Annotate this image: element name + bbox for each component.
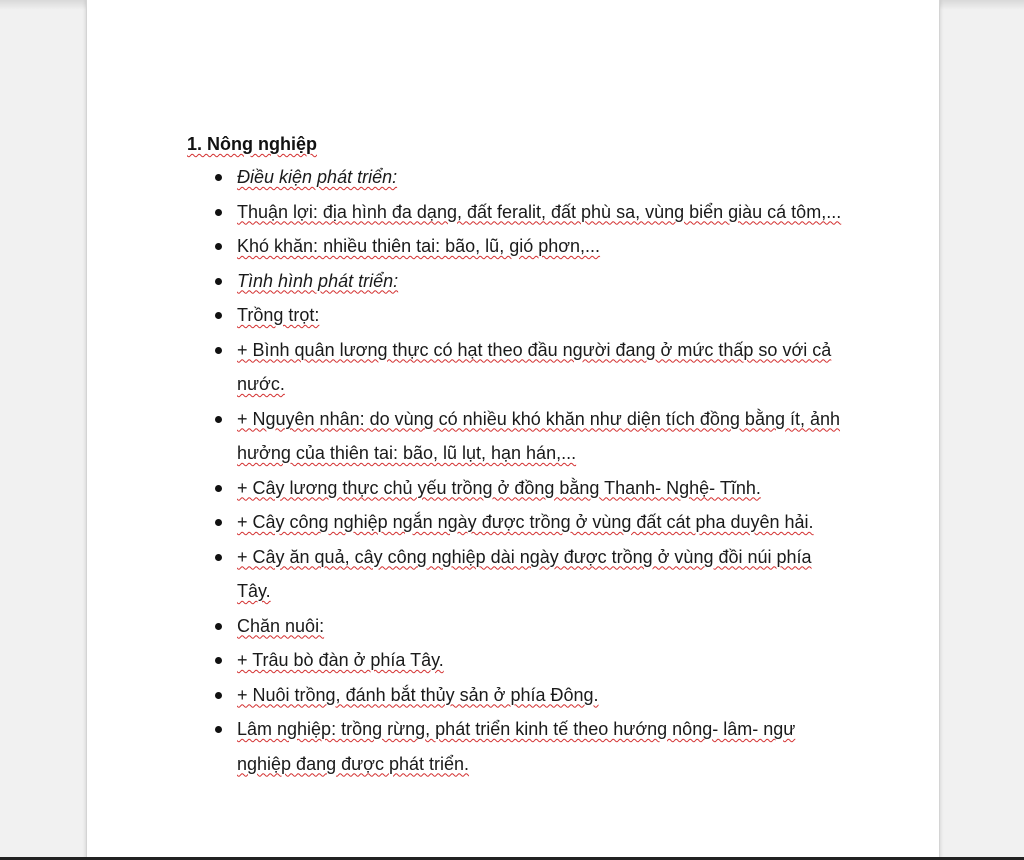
list-item: Chăn nuôi:: [215, 609, 847, 644]
list-item: + Nuôi trồng, đánh bắt thủy sản ở phía Đông.: [215, 678, 847, 713]
list-item: Khó khăn: nhiều thiên tai: bão, lũ, gió phơn,...: [215, 229, 847, 264]
list-item: + Cây lương thực chủ yếu trồng ở đồng bằng Thanh- Nghệ- Tĩnh.: [215, 471, 847, 506]
bullet-icon: [215, 416, 222, 423]
bullet-icon: [215, 623, 222, 630]
bullet-icon: [215, 278, 222, 285]
bullet-icon: [215, 243, 222, 250]
list-item: + Nguyên nhân: do vùng có nhiều khó khăn như diện tích đồng bằng ít, ảnh hưởng của thiên tai: bão, lũ lụt, hạn hán,...: [215, 402, 847, 471]
bullet-icon: [215, 726, 222, 733]
list-item: + Cây ăn quả, cây công nghiệp dài ngày được trồng ở vùng đồi núi phía Tây.: [215, 540, 847, 609]
bullet-icon: [215, 657, 222, 664]
list-item: + Cây công nghiệp ngắn ngày được trồng ở vùng đất cát pha duyên hải.: [215, 505, 847, 540]
bullet-icon: [215, 209, 222, 216]
list-item: + Trâu bò đàn ở phía Tây.: [215, 643, 847, 678]
bullet-icon: [215, 519, 222, 526]
bullet-list: [187, 160, 847, 781]
page-content: [187, 128, 847, 781]
document-page[interactable]: [86, 0, 940, 860]
list-item: Lâm nghiệp: trồng rừng, phát triển kinh tế theo hướng nông- lâm- ngư nghiệp đang được phát triển.: [215, 712, 847, 781]
bullet-icon: [215, 347, 222, 354]
section-heading: 1. Nông nghiệp: [187, 134, 317, 154]
bullet-icon: [215, 312, 222, 319]
list-item: + Bình quân lương thực có hạt theo đầu người đang ở mức thấp so với cả nước.: [215, 333, 847, 402]
list-item: Thuận lợi: địa hình đa dạng, đất feralit, đất phù sa, vùng biển giàu cá tôm,...: [215, 195, 847, 230]
list-item: Trồng trọt:: [215, 298, 847, 333]
bullet-icon: [215, 554, 222, 561]
list-item: Tình hình phát triển:: [215, 264, 847, 299]
list-item: Điều kiện phát triển:: [215, 160, 847, 195]
bullet-icon: [215, 174, 222, 181]
bullet-icon: [215, 692, 222, 699]
bullet-icon: [215, 485, 222, 492]
